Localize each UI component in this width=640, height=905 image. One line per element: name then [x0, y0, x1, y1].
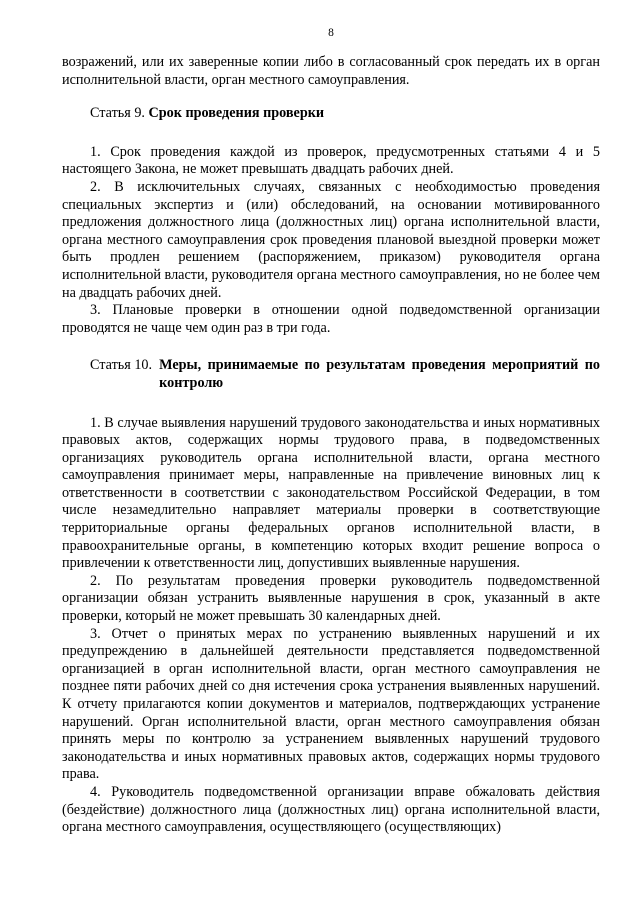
article-9-paragraph-1: 1. Срок проведения каждой из проверок, предусмотренных статьями 4 и 5 настоящего Закона, не может превышать двадцать рабочих дней.	[62, 143, 600, 178]
article-10-heading	[62, 357, 600, 392]
article-9-heading	[62, 105, 600, 123]
article-10-paragraph-4: 4. Руководитель подведомственной организации вправе обжаловать действия (бездействие) должностного лица (должностных лиц) органа исполнительной власти, органа местного самоуправления, осуществляющего (осуществляющих)	[62, 783, 600, 836]
intro-paragraph: возражений, или их заверенные копии либо в согласованный срок передать их в орган исполнительной власти, орган местного самоуправления.	[62, 54, 600, 88]
page-number: 8	[328, 27, 334, 39]
article-9-paragraph-3: 3. Плановые проверки в отношении одной подведомственной организации проводятся не чаще чем один раз в три года.	[62, 302, 600, 336]
article-9-title: Срок проведения проверки	[148, 105, 325, 122]
article-10-paragraph-2: 2. По результатам проведения проверки руководитель подведомственной организации обязан устранить выявленные нарушения в срок, указанный в акте проверки, который не может превышать 30 календарных дней.	[62, 572, 600, 625]
article-10-title: Меры, принимаемые по результатам проведения мероприятий по контролю	[159, 357, 600, 391]
article-10-paragraph-3: 3. Отчет о принятых мерах по устранению выявленных нарушений и их предупреждению в дальнейшей деятельности представляется подведомственной организацией в орган исполнительной власти, орган местного самоуправления не позднее пяти рабочих дней со дня истечения срока устранения выявленных нарушений. К отчету прилагаются копии документов и материалов, подтверждающих устранение нарушений. Орган исполнительной власти, орган местного самоуправления обязан принять меры по контролю за устранением выявленных нарушений трудового законодательства и иных нормативных правовых актов, содержащих нормы трудового права.	[62, 625, 600, 783]
article-9-label: Статья 9.	[90, 105, 149, 122]
article-10-label: Статья 10.	[90, 357, 160, 374]
article-10-paragraph-1: 1. В случае выявления нарушений трудового законодательства и иных нормативных правовых актов, содержащих нормы трудового права, в подведомственных организациях руководитель органа исполнительной власти, органа местного самоуправления принимает меры, направленные на привлечение виновных лиц к ответственности в соответствии с законодательством Российской Федерации, в том числе незамедлительно направляет материалы проверки в соответствующие территориальные органы федеральных органов исполнительной власти, в правоохранительные органы, в компетенцию которых входит решение вопроса о привлечении к ответственности лиц, допустивших выявленные нарушения.	[62, 414, 600, 572]
article-9-paragraph-2: 2. В исключительных случаях, связанных с необходимостью проведения специальных экспертиз и (или) обследований, на основании мотивированного предложения должностного лица (должностных лиц) органа исполнительной власти, органа местного самоуправления срок проведения плановой выездной проверки может быть продлен решением (распоряжением, приказом) руководителя органа исполнительной власти, руководителя органа местного самоуправления, но не более чем на двадцать рабочих дней.	[62, 178, 600, 301]
